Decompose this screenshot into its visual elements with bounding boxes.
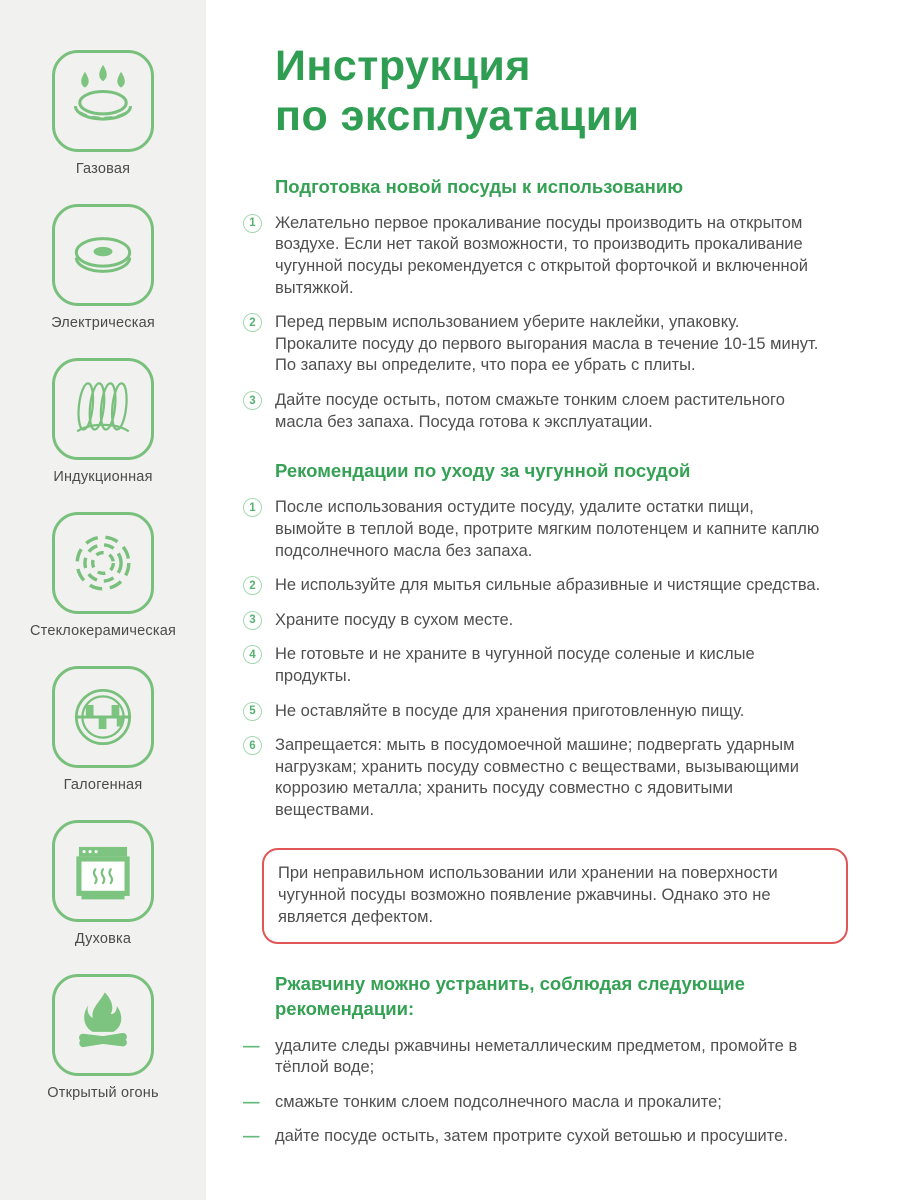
hob-label-oven: Духовка [74,931,132,947]
section-heading-care: Рекомендации по уходу за чугунной посудой [275,460,691,482]
page-title-line2: по эксплуатации [275,91,640,140]
list-item-text: Не оставляйте в посуде для хранения приготовленную пищу. [275,701,745,720]
list-item-text: дайте посуде остыть, затем протрите сухой ветошью и просушите. [275,1127,788,1146]
rust-removal-list [243,1036,848,1148]
list-item-text: После использования остудите посуду, удалите остатки пищи, вымойте в теплой воде, протрите мягким полотенцем и капните каплю подсолнечного масла без запаха. [275,498,820,560]
dash-marker: — [243,1127,260,1146]
hob-label-induction: Индукционная [53,469,153,485]
list-item-text: смажьте тонким слоем подсолнечного масла и прокалите; [275,1092,722,1111]
hob-types-sidebar [0,0,206,1200]
page-title [275,42,848,142]
hob-label-glass-ceramic: Стеклокерамическая [29,623,177,639]
number-badge: 2 [243,576,262,595]
section-heading-preparation: Подготовка новой посуды к использованию [275,175,684,197]
list-item [243,312,848,377]
number-badge: 1 [243,498,262,517]
open-fire-icon [52,974,154,1076]
list-item [243,1036,848,1079]
section-heading-rust-removal: Ржавчину можно устранить, соблюдая следующие рекомендации: [275,973,745,1019]
number-badge: 1 [243,214,262,233]
list-item [243,1126,848,1148]
rust-warning-note: При неправильном использовании или хранении на поверхности чугунной посуды возможно появление ржавчины. Однако это не является дефектом. [262,848,848,945]
list-item [243,735,848,821]
glass-ceramic-icon [52,512,154,614]
hob-label-electric: Электрическая [51,315,155,331]
list-item-text: Дайте посуде остыть, потом смажьте тонким слоем растительного масла без запаха. Посуда готова к эксплуатации. [275,391,785,431]
hob-label-halogen: Галогенная [63,777,143,793]
hob-type-oven [52,820,154,947]
list-item [243,213,848,299]
number-badge: 5 [243,702,262,721]
hob-type-induction [52,358,154,485]
dash-marker: — [243,1036,260,1055]
list-item-text: Перед первым использованием уберите наклейки, упаковку. Прокалите посуду до первого выгорания масла в течение 10-15 минут. По запаху вы определите, что пора ее убрать с плиты. [275,313,819,375]
hob-type-electric [51,204,155,331]
list-item [243,1092,848,1114]
oven-icon [52,820,154,922]
number-badge: 3 [243,391,262,410]
list-item-text: Храните посуду в сухом месте. [275,610,514,629]
induction-coil-icon [52,358,154,460]
list-item [243,701,848,723]
list-item-text: Желательно первое прокаливание посуды производить на открытом воздухе. Если нет такой возможности, то производить прокаливание чугунной посуды рекомендуется с открытой форточкой и включенной вытяжкой. [275,213,809,297]
page-title-line1: Инструкция [275,42,531,90]
list-item [243,390,848,433]
hob-label-gas: Газовая [75,161,131,177]
hob-type-gas [52,50,154,177]
hob-type-glass-ceramic [30,512,176,639]
electric-hob-icon [52,204,154,306]
hob-label-open-fire: Открытый огонь [47,1085,159,1101]
list-item [243,610,848,632]
number-badge: 3 [243,611,262,630]
list-item [243,644,848,687]
dash-marker: — [243,1092,260,1111]
hob-type-open-fire [47,974,158,1101]
number-badge: 2 [243,313,262,332]
list-item-text: Запрещается: мыть в посудомоечной машине; подвергать ударным нагрузкам; хранить посуду совместно с веществами, вызывающими коррозию металла; хранить посуду совместно с ядовитыми веществами. [275,736,799,820]
halogen-icon [52,666,154,768]
number-badge: 4 [243,645,262,664]
preparation-list [243,213,848,433]
care-list [243,497,848,821]
list-item-text: Не используйте для мытья сильные абразивные и чистящие средства. [275,576,821,595]
number-badge: 6 [243,736,262,755]
hob-type-halogen [52,666,154,793]
instruction-document [243,42,848,1161]
gas-burner-icon [52,50,154,152]
list-item [243,497,848,562]
list-item-text: Не готовьте и не храните в чугунной посуде соленые и кислые продукты. [275,645,755,685]
list-item-text: удалите следы ржавчины неметаллическим предметом, промойте в тёплой воде; [275,1036,798,1077]
list-item [243,575,848,597]
